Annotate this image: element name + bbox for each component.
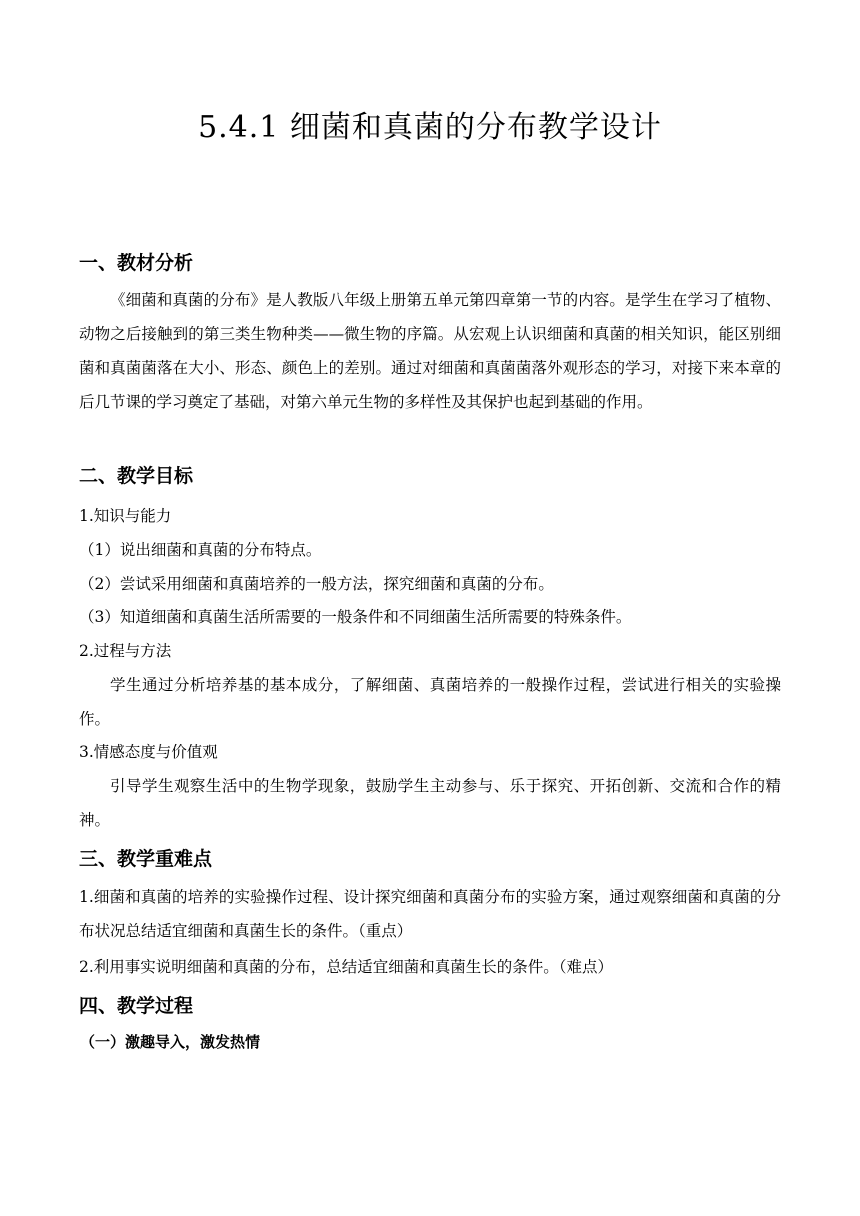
key-point-2: 2.利用事实说明细菌和真菌的分布，总结适宜细菌和真菌生长的条件。（难点）: [79, 958, 614, 976]
section-heading-textbook-analysis: 一、教材分析: [79, 252, 194, 274]
goal-subheading-attitude: 3.情感态度与价值观: [79, 743, 218, 761]
section-heading-key-points: 三、教学重难点: [79, 848, 213, 870]
attitude-paragraph: 引导学生观察生活中的生物学现象，鼓励学生主动参与、乐于探究、开拓创新、交流和合作的精神。: [79, 777, 781, 829]
section-heading-teaching-process: 四、教学过程: [79, 995, 194, 1017]
goal-subheading-process: 2.过程与方法: [79, 642, 172, 660]
document-title: 5.4.1 细菌和真菌的分布教学设计: [198, 110, 662, 145]
goal-item-2: （2）尝试采用细菌和真菌培养的一般方法，探究细菌和真菌的分布。: [79, 575, 554, 593]
goal-item-3: （3）知道细菌和真菌生活所需要的一般条件和不同细菌生活所需要的特殊条件。: [79, 608, 632, 626]
goal-item-1: （1）说出细菌和真菌的分布特点。: [79, 541, 322, 559]
textbook-analysis-paragraph: 《细菌和真菌的分布》是人教版八年级上册第五单元第四章第一节的内容。是学生在学习了植物、动物之后接触到的第三类生物种类——微生物的序篇。从宏观上认识细菌和真菌的相关知识，能区别细菌和真菌菌落在大小、形态、颜色上的差别。通过对细菌和真菌菌落外观形态的学习，对接下来本章的后几节课的学习奠定了基础，对第六单元生物的多样性及其保护也起到基础的作用。: [79, 291, 781, 411]
goal-subheading-knowledge: 1.知识与能力: [79, 507, 172, 525]
process-paragraph: 学生通过分析培养基的基本成分，了解细菌、真菌培养的一般操作过程，尝试进行相关的实验操作。: [79, 676, 781, 728]
section-heading-teaching-goals: 二、教学目标: [79, 465, 194, 487]
key-point-1: 1.细菌和真菌的培养的实验操作过程、设计探究细菌和真菌分布的实验方案，通过观察细菌和真菌的分布状况总结适宜细菌和真菌生长的条件。（重点）: [79, 888, 781, 940]
process-step-1-heading: （一）激趣导入，激发热情: [80, 1033, 261, 1051]
